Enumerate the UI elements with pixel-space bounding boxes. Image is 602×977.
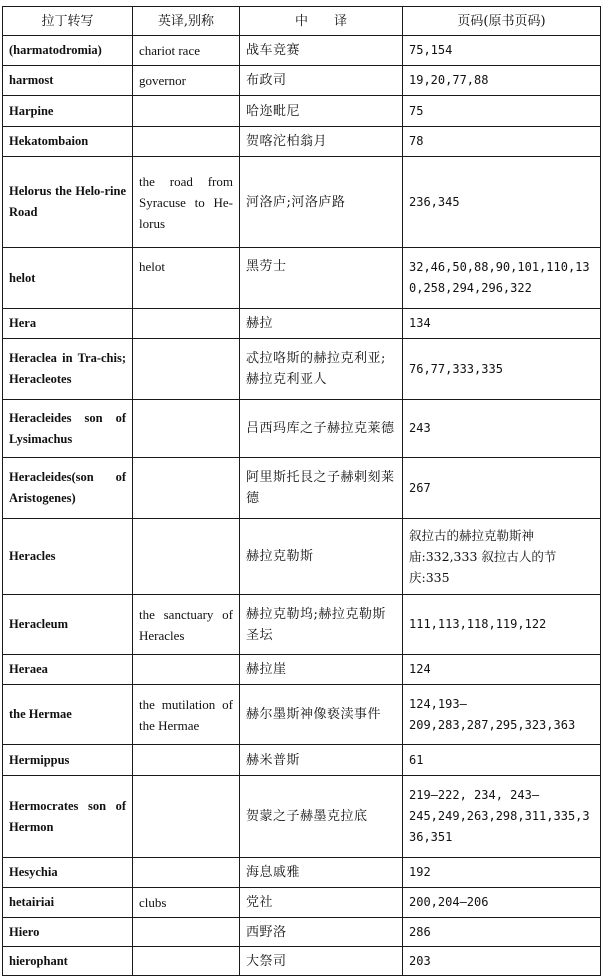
latin-cell: Heraea xyxy=(3,655,133,685)
chinese-cell: 贺喀沱柏翁月 xyxy=(240,127,403,157)
chinese-cell: 赫拉克勒斯 xyxy=(240,519,403,595)
latin-cell: Heracleum xyxy=(3,595,133,655)
table-row xyxy=(3,400,601,458)
latin-cell: the Hermae xyxy=(3,685,133,745)
latin-cell: Helorus the Helo-rine Road xyxy=(3,157,133,248)
english-cell xyxy=(133,339,240,400)
english-cell xyxy=(133,96,240,127)
chinese-cell: 海息戚雅 xyxy=(240,858,403,888)
pages-cell: 200,204—206 xyxy=(403,888,601,918)
latin-cell: Hekatombaion xyxy=(3,127,133,157)
table-row xyxy=(3,918,601,947)
latin-cell: (harmatodromia) xyxy=(3,36,133,66)
latin-cell: Hermippus xyxy=(3,745,133,776)
chinese-cell: 党社 xyxy=(240,888,403,918)
pages-cell: 192 xyxy=(403,858,601,888)
table-row xyxy=(3,66,601,96)
chinese-cell: 阿里斯托艮之子赫剌刻莱德 xyxy=(240,458,403,519)
pages-cell: 134 xyxy=(403,309,601,339)
english-cell xyxy=(133,309,240,339)
chinese-cell: 哈迩毗尼 xyxy=(240,96,403,127)
table-row xyxy=(3,248,601,309)
chinese-cell: 战车竞赛 xyxy=(240,36,403,66)
english-cell xyxy=(133,127,240,157)
pages-cell: 124,193—209,283,287,295,323,363 xyxy=(403,685,601,745)
english-cell xyxy=(133,776,240,858)
latin-cell: Hera xyxy=(3,309,133,339)
chinese-cell: 吕西玛库之子赫拉克莱德 xyxy=(240,400,403,458)
latin-cell: Harpine xyxy=(3,96,133,127)
chinese-cell: 贺蒙之子赫墨克拉底 xyxy=(240,776,403,858)
english-cell: chariot race xyxy=(133,36,240,66)
pages-cell: 111,113,118,119,122 xyxy=(403,595,601,655)
table-row xyxy=(3,157,601,248)
pages-cell: 78 xyxy=(403,127,601,157)
pages-cell: 19,20,77,88 xyxy=(403,66,601,96)
english-cell: clubs xyxy=(133,888,240,918)
english-cell: governor xyxy=(133,66,240,96)
chinese-cell: 忒拉咯斯的赫拉克利亚;赫拉克利亚人 xyxy=(240,339,403,400)
chinese-cell: 赫拉崖 xyxy=(240,655,403,685)
chinese-cell: 布政司 xyxy=(240,66,403,96)
latin-cell: hierophant xyxy=(3,947,133,976)
pages-cell: 267 xyxy=(403,458,601,519)
table-row xyxy=(3,519,601,595)
pages-cell: 76,77,333,335 xyxy=(403,339,601,400)
pages-cell: 75 xyxy=(403,96,601,127)
chinese-cell: 赫米普斯 xyxy=(240,745,403,776)
chinese-cell: 赫尔墨斯神像亵渎事件 xyxy=(240,685,403,745)
english-cell xyxy=(133,858,240,888)
latin-cell: hetairiai xyxy=(3,888,133,918)
english-cell: the road from Syracuse to He-lorus xyxy=(133,157,240,248)
table-row xyxy=(3,745,601,776)
table-row xyxy=(3,96,601,127)
pages-cell: 219—222, 234, 243—245,249,263,298,311,335,336,351 xyxy=(403,776,601,858)
table-row xyxy=(3,339,601,400)
english-cell: the sanctuary of Heracles xyxy=(133,595,240,655)
chinese-cell: 西野洛 xyxy=(240,918,403,947)
table-row xyxy=(3,858,601,888)
pages-cell: 61 xyxy=(403,745,601,776)
table-row xyxy=(3,888,601,918)
chinese-cell: 河洛庐;河洛庐路 xyxy=(240,157,403,248)
pages-cell: 124 xyxy=(403,655,601,685)
pages-cell: 236,345 xyxy=(403,157,601,248)
pages-cell: 286 xyxy=(403,918,601,947)
english-cell xyxy=(133,745,240,776)
table-row xyxy=(3,685,601,745)
latin-cell: helot xyxy=(3,248,133,309)
header-pages: 页码(原书页码) xyxy=(403,7,601,36)
latin-cell: Heracles xyxy=(3,519,133,595)
table-row xyxy=(3,947,601,976)
header-english: 英译,别称 xyxy=(133,7,240,36)
pages-cell: 243 xyxy=(403,400,601,458)
english-cell xyxy=(133,918,240,947)
english-cell xyxy=(133,400,240,458)
pages-cell: 32,46,50,88,90,101,110,130,258,294,296,322 xyxy=(403,248,601,309)
latin-cell: Heraclea in Tra-chis; Heracleotes xyxy=(3,339,133,400)
table-row xyxy=(3,127,601,157)
glossary-table xyxy=(2,6,601,976)
table-row xyxy=(3,655,601,685)
english-cell: the mutilation of the Hermae xyxy=(133,685,240,745)
header-chinese: 中 译 xyxy=(240,7,403,36)
latin-cell: Hesychia xyxy=(3,858,133,888)
chinese-cell: 大祭司 xyxy=(240,947,403,976)
pages-cell: 75,154 xyxy=(403,36,601,66)
header-latin: 拉丁转写 xyxy=(3,7,133,36)
english-cell xyxy=(133,519,240,595)
table-row xyxy=(3,595,601,655)
table-row xyxy=(3,309,601,339)
pages-cell: 叙拉古的赫拉克勒斯神庙:332,333 叙拉古人的节庆:335 xyxy=(403,519,601,595)
latin-cell: Heracleides(son of Aristogenes) xyxy=(3,458,133,519)
table-row xyxy=(3,36,601,66)
english-cell xyxy=(133,655,240,685)
chinese-cell: 赫拉克勒坞;赫拉克勒斯圣坛 xyxy=(240,595,403,655)
chinese-cell: 赫拉 xyxy=(240,309,403,339)
chinese-cell: 黑劳士 xyxy=(240,248,403,309)
english-cell xyxy=(133,947,240,976)
latin-cell: Hiero xyxy=(3,918,133,947)
header-row xyxy=(3,7,601,36)
pages-cell: 203 xyxy=(403,947,601,976)
table-row xyxy=(3,776,601,858)
latin-cell: Hermocrates son of Hermon xyxy=(3,776,133,858)
latin-cell: harmost xyxy=(3,66,133,96)
table-row xyxy=(3,458,601,519)
english-cell xyxy=(133,458,240,519)
english-cell: helot xyxy=(133,248,240,309)
latin-cell: Heracleides son of Lysimachus xyxy=(3,400,133,458)
